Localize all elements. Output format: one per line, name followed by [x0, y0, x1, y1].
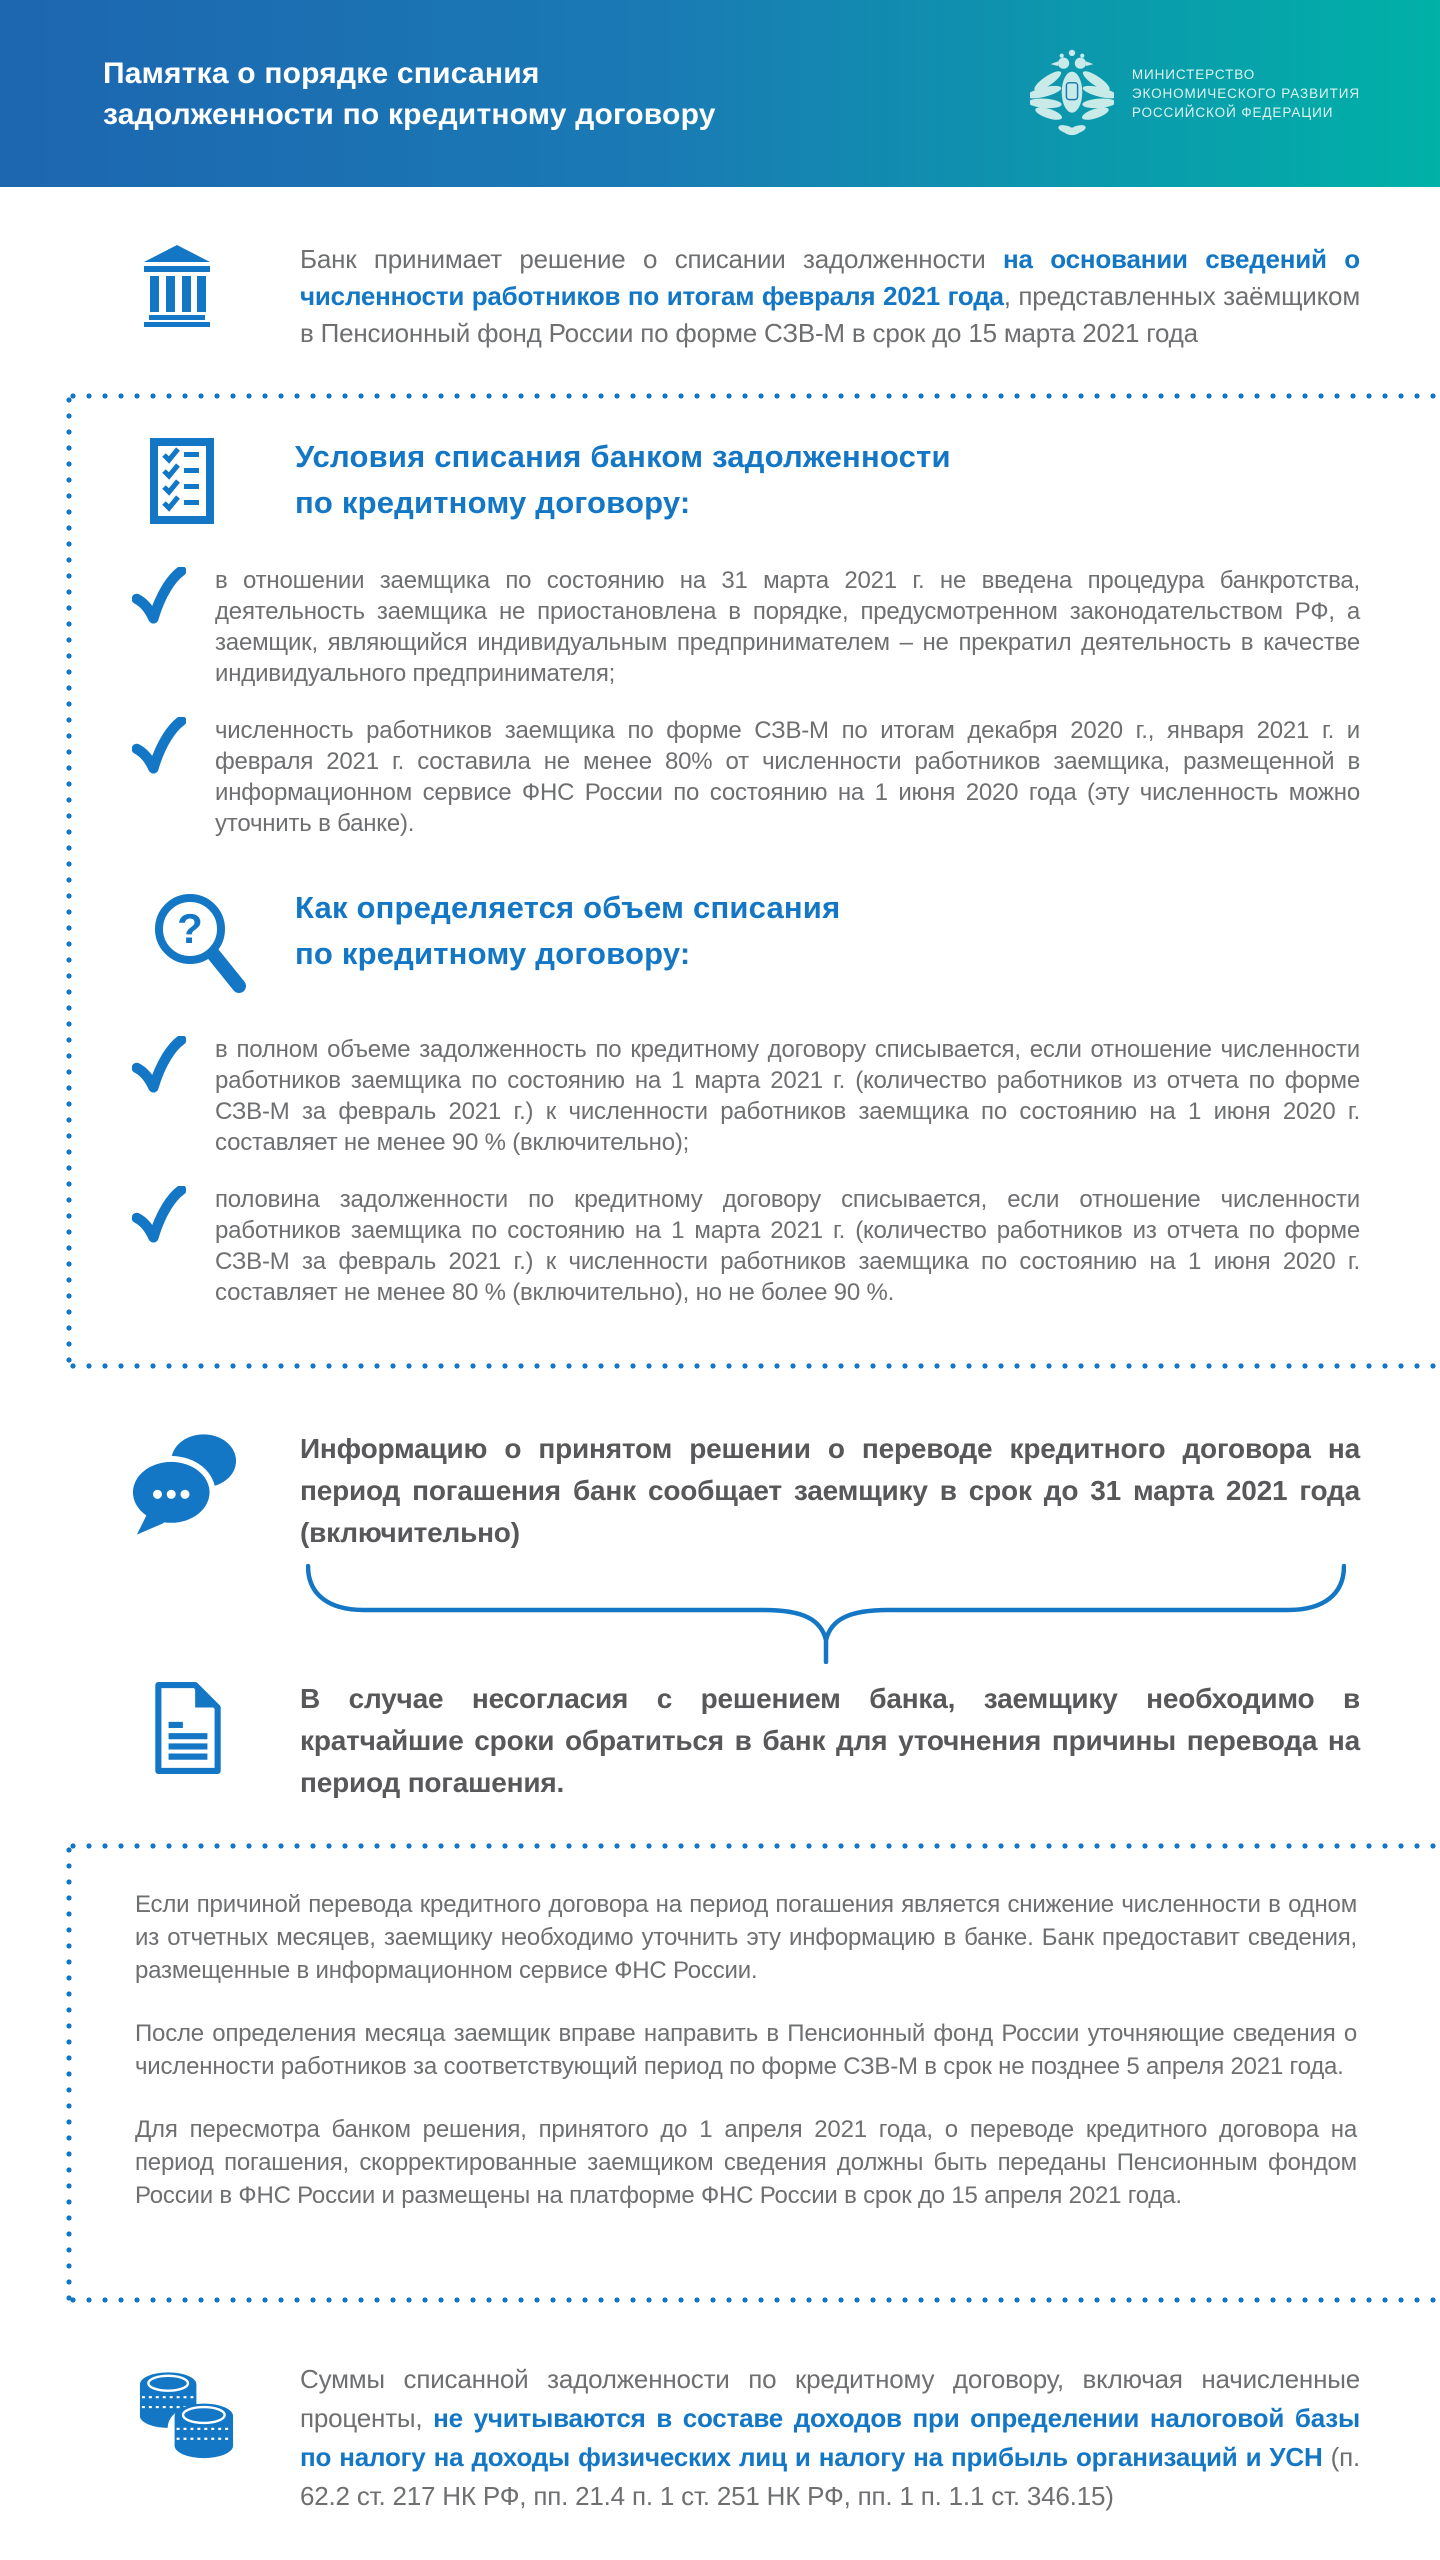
condition-item-2 [130, 715, 1360, 839]
tax-note-text [300, 2360, 1360, 2516]
magnifier-question-icon [150, 889, 250, 993]
check-icon [132, 1036, 186, 1096]
check-icon [132, 1186, 186, 1246]
details-box [65, 1842, 1440, 2304]
condition-item-1-text: в отношении заемщика по состоянию на 31 марта 2021 г. не введена процедура банкротства, деятельность заемщика не приостановлена в порядке, предусмотренном законодательством РФ, а заемщик, являющийся индивидуальным предпринимателем – не прекратил деятельность в качестве индивидуального предпринимателя; [215, 567, 1360, 687]
checklist-icon [150, 438, 214, 524]
writeoff-title [295, 885, 840, 977]
page-title [103, 53, 716, 135]
condition-item-2-text: численность работников заемщика по форме СЗВ-М по итогам декабря 2020 г., января 2021 г. и февраля 2021 г. составила не менее 80% от численности работников заемщика, размещенной в информационном сервисе ФНС России по состоянию на 1 июня 2020 года (эту численность можно уточнить в банке). [215, 717, 1360, 837]
intro-text-end: , представленных заёмщиком в Пенсионный фонд России по форме СЗВ-М в срок до 15 марта 2021 года [300, 281, 1360, 348]
page-title-line2: задолженности по кредитному договору [103, 97, 716, 131]
writeoff-item-2-text: половина задолженности по кредитному договору списывается, если отношение численности работников заемщика по состоянию на 1 марта 2021 г. (количество работников из отчета по форме СЗВ-М за февраль 2021 г.) к численности работников заемщика по состоянию на 1 июня 2020 г. составляет не менее 80 % (включительно), но не более 90 %. [215, 1186, 1360, 1306]
svg-text:?: ? [177, 905, 203, 952]
writeoff-item-2 [130, 1184, 1360, 1308]
ministry-name [1132, 65, 1360, 122]
coins-icon [134, 2364, 238, 2464]
tax-note-section [0, 2360, 1440, 2516]
header-band [0, 0, 1440, 187]
brace-decoration [306, 1564, 1346, 1664]
decision-notice-text: Информацию о принятом решении о переводе кредитного договора на период погашения банк сообщает заемщику в срок до 31 марта 2021 года (включительно) [300, 1433, 1360, 1548]
conditions-box [65, 392, 1440, 1370]
page-title-line1: Памятка о порядке списания [103, 56, 540, 90]
intro-paragraph [300, 241, 1360, 352]
writeoff-item-1 [130, 1034, 1360, 1158]
intro-text-bold: на основании сведений о численности работников по итогам февраля 2021 года [300, 244, 1360, 311]
writeoff-item-1-text: в полном объеме задолженность по кредитному договору списывается, если отношение численности работников заемщика по состоянию на 1 марта 2021 г. (количество работников из отчета по форме СЗВ-М за февраль 2021 г.) к численности работников заемщика по состоянию на 1 июня 2020 г. составляет не менее 90 % (включительно); [215, 1036, 1360, 1156]
details-paragraph-1: Если причиной перевода кредитного договора на период погашения является снижение численности в одном из отчетных месяцев, заемщику необходимо уточнить эту информацию в банке. Банк предоставит сведения, размещенные в информационном сервисе ФНС России. [135, 1891, 1357, 1984]
disagree-notice-section [0, 1678, 1440, 1804]
disagree-notice-text: В случае несогласия с решением банка, заемщику необходимо в кратчайшие сроки обратиться в банк для уточнения причины перевода на период погашения. [300, 1683, 1360, 1798]
tax-text-end: (п. 62.2 ст. 217 НК РФ, пп. 21.4 п. 1 ст. 251 НК РФ, пп. 1 п. 1.1 ст. 346.15) [300, 2442, 1360, 2511]
conditions-title-row [130, 434, 1360, 529]
decision-notice-section [0, 1428, 1440, 1554]
document-icon [152, 1682, 224, 1774]
writeoff-title-line1: Как определяется объем списания [295, 890, 841, 925]
chat-bubbles-icon [130, 1432, 238, 1536]
ministry-name-line3: РОССИЙСКОЙ ФЕДЕРАЦИИ [1131, 105, 1334, 120]
conditions-title-line1: Условия списания банком задолженности [295, 439, 951, 474]
check-icon [132, 717, 186, 777]
curly-brace-icon [306, 1564, 1346, 1664]
bank-icon [144, 245, 210, 327]
check-icon [132, 567, 186, 627]
ministry-name-line1: МИНИСТЕРСТВО [1131, 67, 1256, 82]
intro-section [0, 241, 1440, 352]
writeoff-title-row [130, 885, 1360, 998]
intro-text-start: Банк принимает решение о списании задолженности [300, 244, 1003, 274]
ministry-name-line2: ЭКОНОМИЧЕСКОГО РАЗВИТИЯ [1131, 86, 1360, 101]
tax-text-bold: не учитываются в составе доходов при определении налоговой базы по налогу на доходы физических лиц и налогу на прибыль организаций и УСН [300, 2403, 1361, 2472]
conditions-title [295, 434, 951, 526]
tax-text-start: Суммы списанной задолженности по кредитному договору, включая начисленные проценты, [300, 2364, 1360, 2433]
condition-item-1 [130, 565, 1360, 689]
details-paragraph-3: Для пересмотра банком решения, принятого до 1 апреля 2021 года, о переводе кредитного договора на период погашения, скорректированные заемщиком сведения должны быть переданы Пенсионным фондом России в ФНС России и размещены на платформе ФНС России в срок до 15 апреля 2021 года. [135, 2116, 1357, 2209]
eagle-emblem-icon [1030, 47, 1114, 141]
writeoff-title-line2: по кредитному договору: [295, 936, 691, 971]
conditions-title-line2: по кредитному договору: [295, 485, 691, 520]
ministry-logo [1030, 47, 1360, 141]
details-paragraph-2: После определения месяца заемщик вправе направить в Пенсионный фонд России уточняющие сведения о численности работников за соответствующий период по форме СЗВ-М в срок не позднее 5 апреля 2021 года. [135, 2020, 1357, 2080]
